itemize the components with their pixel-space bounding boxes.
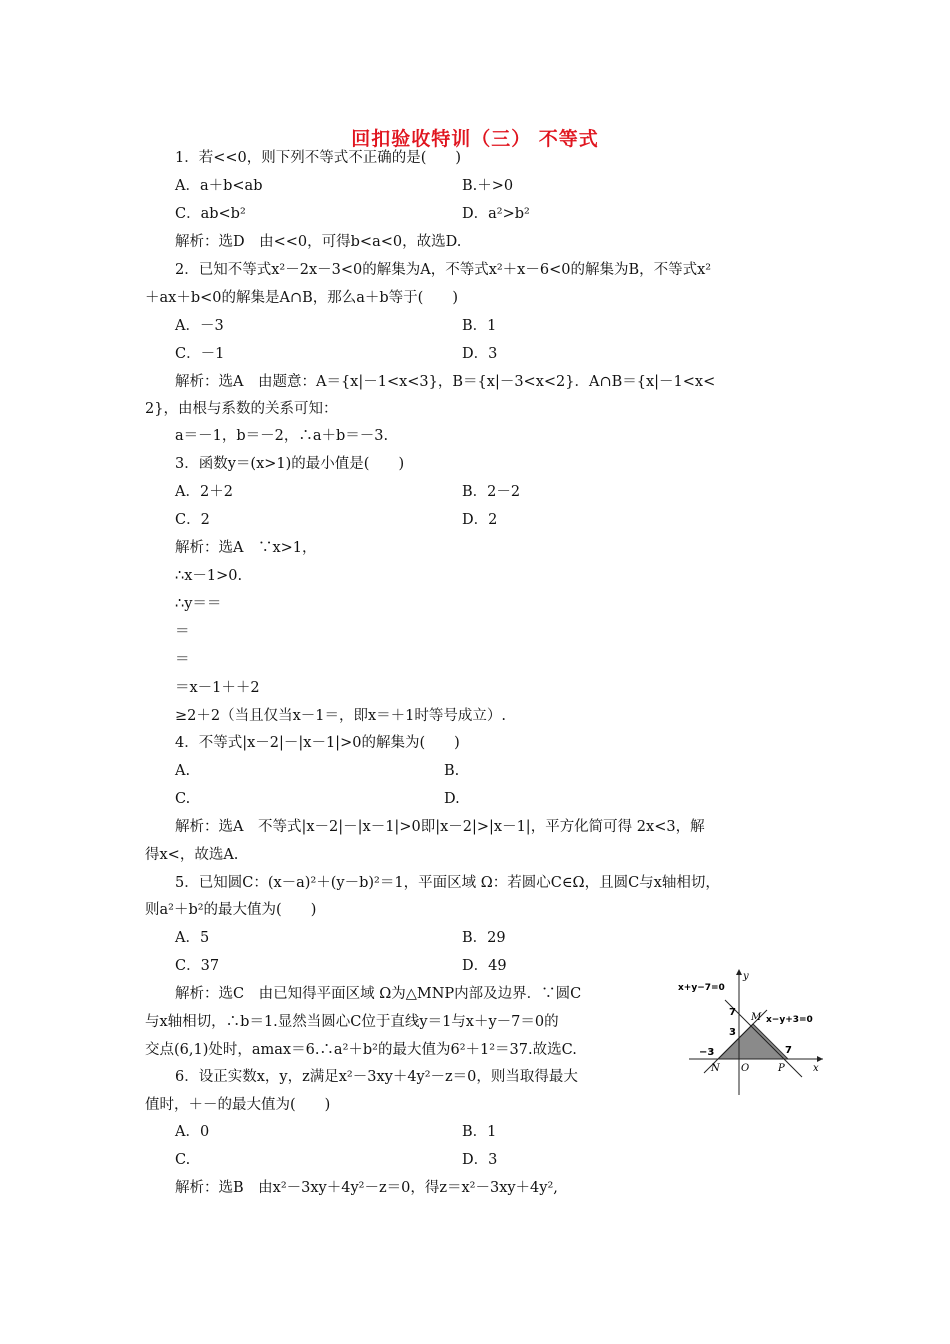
option-1b: B.＋>0 bbox=[462, 178, 514, 194]
solution-5-line-2: 与x轴相切，∴b＝1.显然当圆心C位于直线y＝1与x＋y－7＝0的 bbox=[145, 1014, 559, 1030]
solution-2-line-3: a＝－1，b＝－2，∴a＋b＝－3. bbox=[175, 428, 389, 444]
option-1d: D．a²>b² bbox=[462, 206, 530, 222]
option-3b: B．2－2 bbox=[462, 484, 521, 500]
option-2c: C．－1 bbox=[175, 346, 225, 362]
solution-2-line-2: 2}，由根与系数的关系可知： bbox=[145, 401, 338, 417]
option-6b: B．1 bbox=[462, 1124, 497, 1140]
question-4: 4．不等式|x－2|－|x－1|>0的解集为( ) bbox=[175, 735, 460, 751]
label-x-axis: x bbox=[813, 1063, 819, 1074]
solution-5-line-1: 解析：选C 由已知得平面区域 Ω为△MNP内部及边界．∵圆C bbox=[175, 986, 582, 1002]
label-m: M bbox=[751, 1012, 762, 1023]
option-3a: A．2＋2 bbox=[175, 484, 233, 500]
solution-4-line-2: 得x<，故选A. bbox=[145, 847, 239, 863]
option-4d: D. bbox=[444, 791, 460, 807]
question-3: 3．函数y＝(x>1)的最小值是( ) bbox=[175, 456, 405, 472]
question-5-line-2: 则a²＋b²的最大值为( ) bbox=[145, 902, 317, 918]
option-6a: A．0 bbox=[175, 1124, 210, 1140]
tick-minus-3-x: −3 bbox=[699, 1047, 715, 1058]
option-1c: C．ab<b² bbox=[175, 206, 246, 222]
tick-7-y: 7 bbox=[729, 1007, 736, 1018]
option-4c: C. bbox=[175, 791, 191, 807]
solution-3-line-3: ∴y＝＝ bbox=[175, 596, 222, 612]
tick-3-y: 3 bbox=[729, 1027, 736, 1038]
question-6-line-1: 6．设正实数x，y，z满足x²－3xy＋4y²－z＝0，则当取得最大 bbox=[175, 1069, 578, 1085]
solution-6: 解析：选B 由x²－3xy＋4y²－z＝0，得z＝x²－3xy＋4y², bbox=[175, 1180, 558, 1196]
option-3d: D．2 bbox=[462, 512, 498, 528]
question-2-line-2: ＋ax＋b<0的解集是A∩B，那么a＋b等于( ) bbox=[145, 290, 458, 306]
option-2b: B．1 bbox=[462, 318, 497, 334]
option-2a: A．－3 bbox=[175, 318, 224, 334]
question-1: 1．若<<0，则下列不等式不正确的是( ) bbox=[175, 150, 462, 166]
solution-3-line-7: ≥2＋2（当且仅当x－1＝，即x＝＋1时等号成立）. bbox=[175, 708, 507, 724]
label-p: P bbox=[778, 1063, 785, 1074]
option-5c: C．37 bbox=[175, 958, 220, 974]
tick-7-x: 7 bbox=[785, 1045, 792, 1056]
question-6-line-2: 值时，＋－的最大值为( ) bbox=[145, 1097, 331, 1113]
x-axis-arrow bbox=[817, 1056, 823, 1062]
option-2d: D．3 bbox=[462, 346, 498, 362]
question-2-line-1: 2．已知不等式x²－2x－3<0的解集为A，不等式x²＋x－6<0的解集为B，不等式x² bbox=[175, 262, 712, 278]
solution-2-line-1: 解析：选A 由题意：A＝{x|－1<x<3}，B＝{x|－3<x<2}．A∩B＝{x|－1<x< bbox=[175, 374, 716, 390]
solution-3-line-5: ＝ bbox=[175, 652, 190, 668]
label-y-axis: y bbox=[743, 971, 749, 982]
option-6d: D．3 bbox=[462, 1152, 498, 1168]
question-5-line-1: 5．已知圆C：(x－a)²＋(y－b)²＝1，平面区域 Ω：若圆心C∈Ω，且圆C与x轴相切， bbox=[175, 875, 720, 891]
solution-1: 解析：选D 由<<0，可得b<a<0，故选D. bbox=[175, 234, 462, 250]
option-4b: B. bbox=[444, 763, 460, 779]
label-n: N bbox=[711, 1063, 720, 1074]
solution-3-line-4: ＝ bbox=[175, 624, 190, 640]
label-line-1: x+y−7=0 bbox=[678, 983, 725, 993]
line-x-plus-y-minus-7 bbox=[725, 1000, 802, 1077]
option-4a: A. bbox=[175, 763, 191, 779]
solution-3-line-6: ＝x－1＋＋2 bbox=[175, 680, 260, 696]
solution-3-line-2: ∴x－1>0. bbox=[175, 568, 243, 584]
label-o: O bbox=[741, 1063, 750, 1074]
option-1a: A．a＋b<ab bbox=[175, 178, 263, 194]
option-5a: A．5 bbox=[175, 930, 210, 946]
feasible-region-figure bbox=[675, 965, 830, 1100]
option-5d: D．49 bbox=[462, 958, 507, 974]
solution-3-line-1: 解析：选A ∵x>1， bbox=[175, 540, 317, 556]
solution-5-line-3: 交点(6,1)处时，amax＝6.∴a²＋b²的最大值为6²＋1²＝37.故选C. bbox=[145, 1042, 577, 1058]
option-5b: B．29 bbox=[462, 930, 506, 946]
solution-4-line-1: 解析：选A 不等式|x－2|－|x－1|>0即|x－2|>|x－1|，平方化简可得 2x<3，解 bbox=[175, 819, 705, 835]
y-axis-arrow bbox=[736, 969, 742, 975]
label-line-2: x−y+3=0 bbox=[766, 1015, 813, 1025]
page-title: 回扣验收特训（三） 不等式 bbox=[351, 128, 599, 150]
option-6c: C. bbox=[175, 1152, 191, 1168]
option-3c: C．2 bbox=[175, 512, 210, 528]
